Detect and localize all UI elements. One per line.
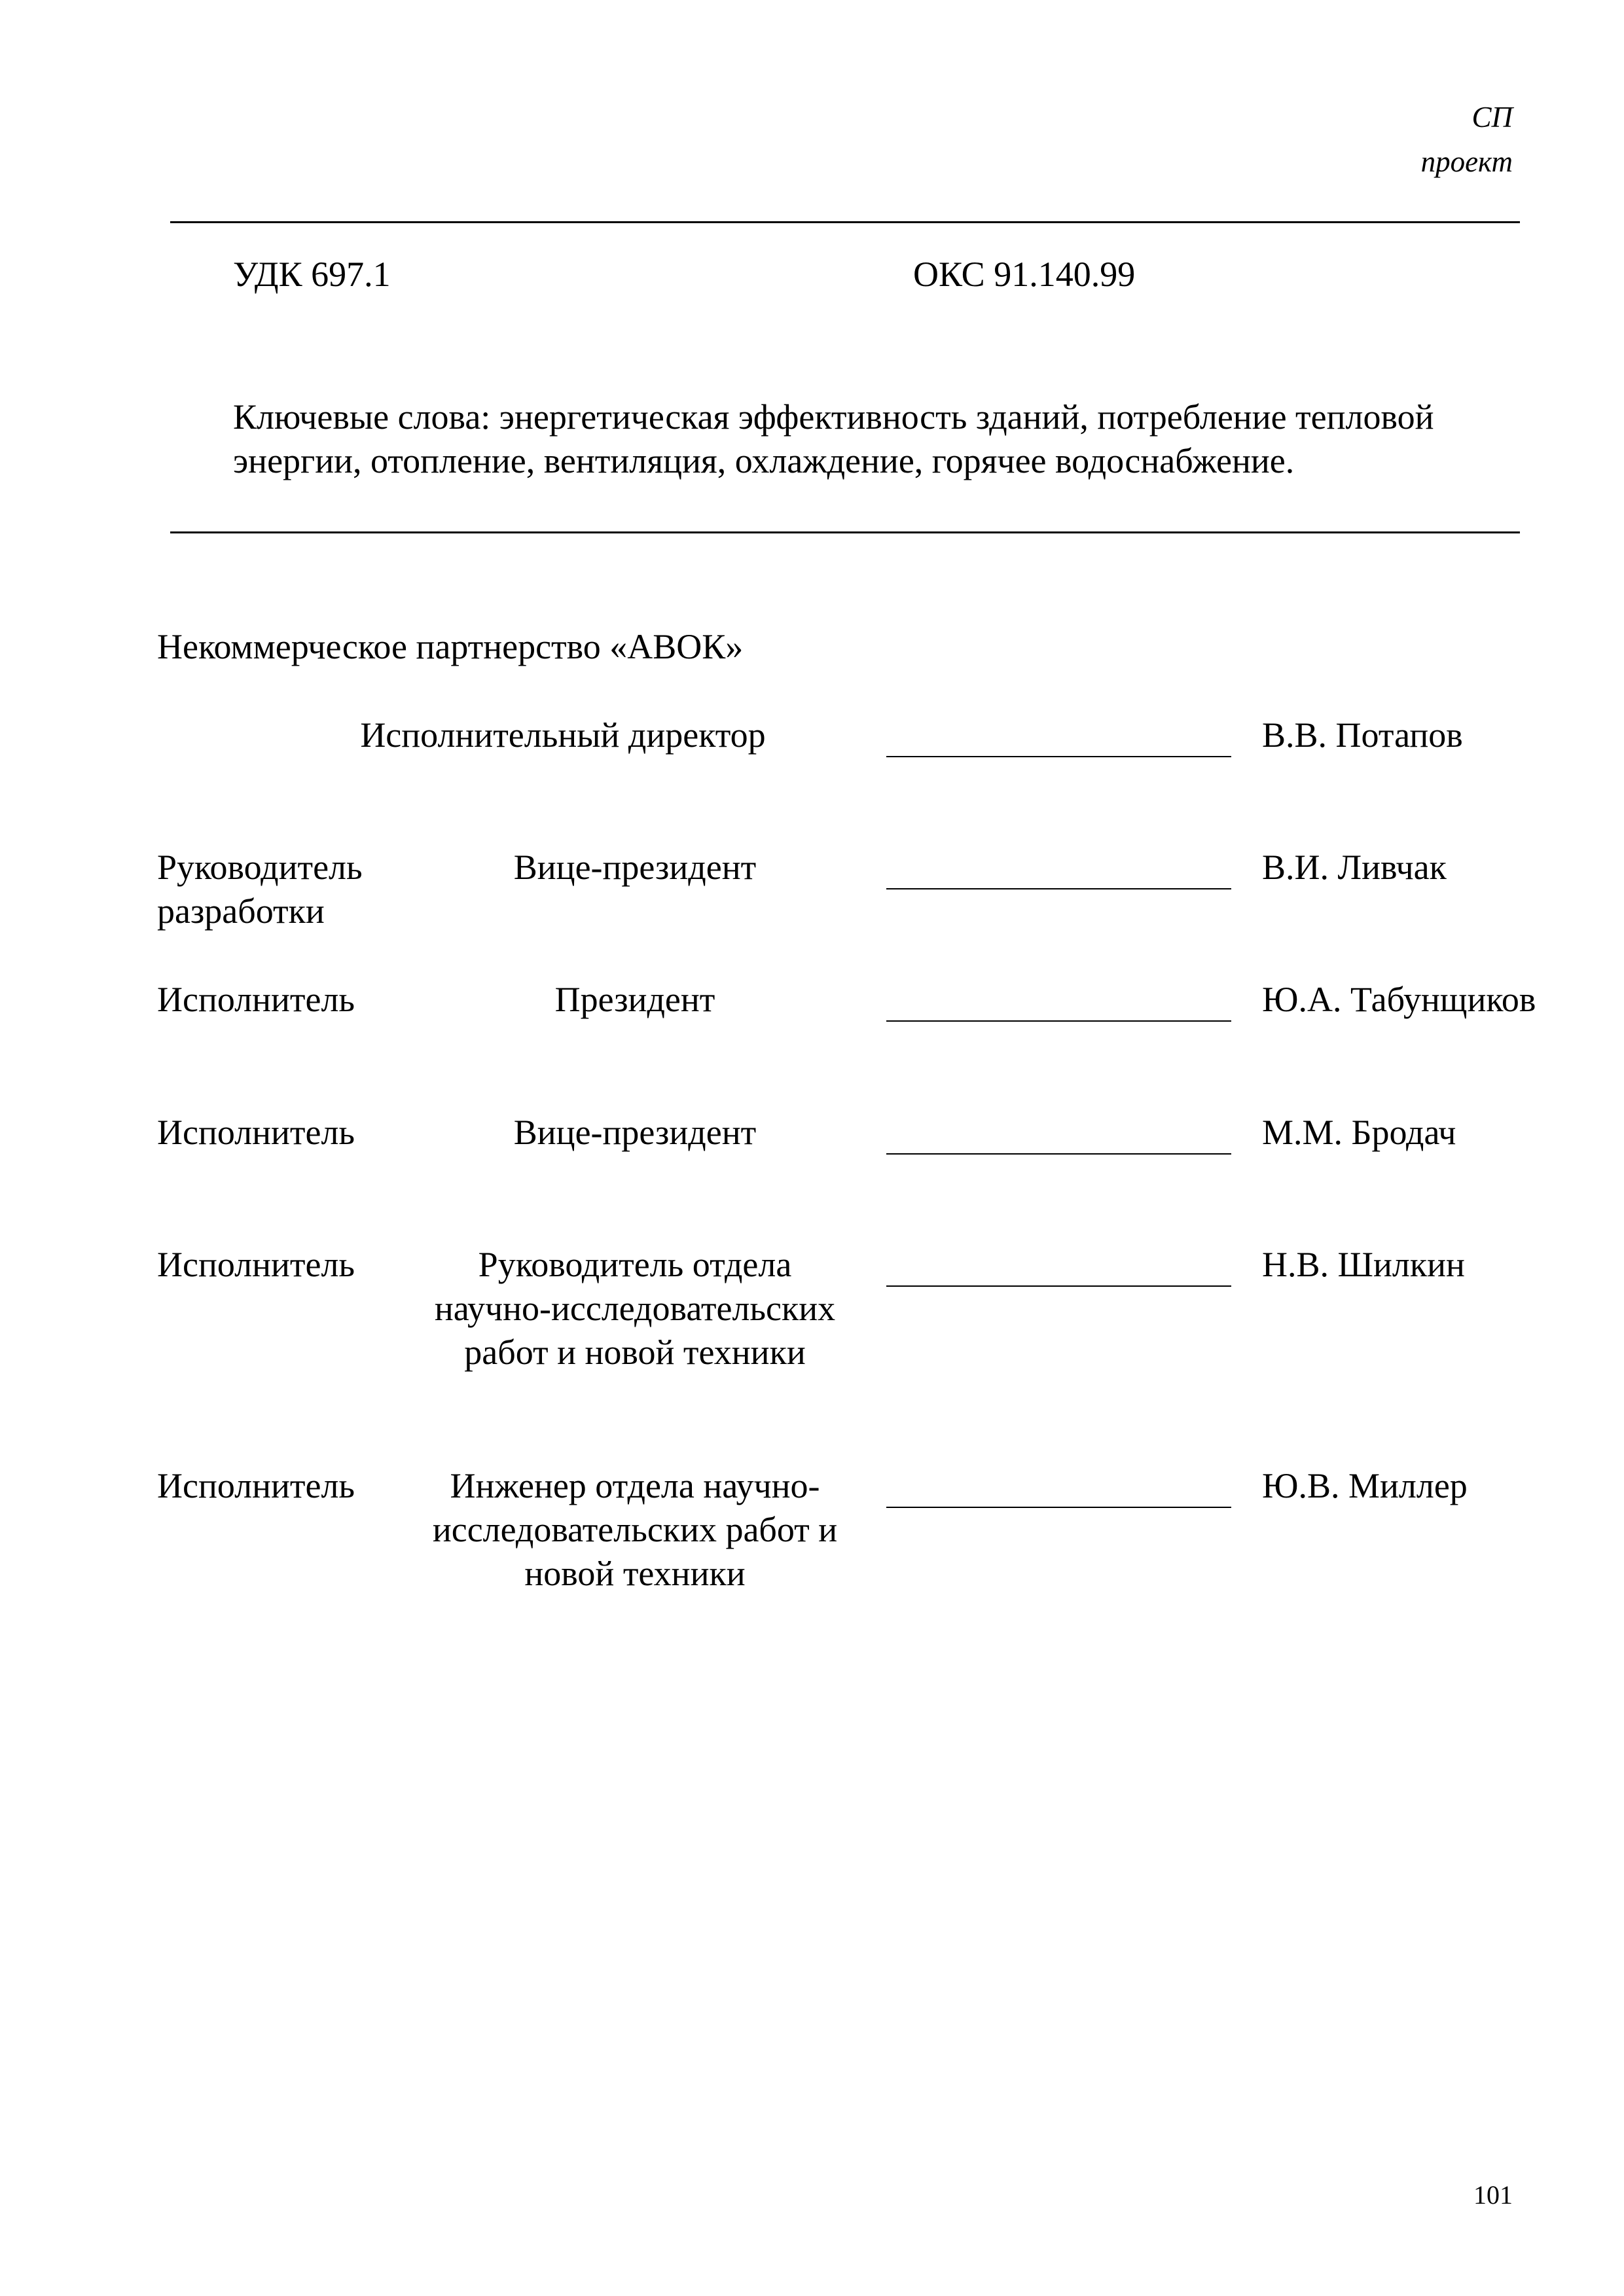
signatory-name: Н.В. Шилкин <box>1262 1245 1465 1284</box>
signature-line <box>886 888 1231 889</box>
signature-line <box>886 1285 1231 1287</box>
oks-code: ОКС 91.140.99 <box>913 255 1136 294</box>
signatory-role: Исполнитель <box>157 1245 355 1284</box>
signatory-role: Исполнитель <box>157 980 355 1019</box>
signatory-name: Ю.А. Табунщиков <box>1262 980 1536 1019</box>
top-rule <box>170 221 1520 223</box>
signatory-role: Руководитель разработки <box>157 848 363 931</box>
signatory-name: В.В. Потапов <box>1262 715 1463 755</box>
signature-line <box>886 1020 1231 1022</box>
signatory-position: Вице-президент <box>513 1113 757 1152</box>
signature-line <box>886 1507 1231 1508</box>
bottom-rule <box>170 531 1520 533</box>
udk-code: УДК 697.1 <box>233 255 391 294</box>
document-header <box>1421 95 1513 184</box>
signatory-role: Исполнитель <box>157 1113 355 1152</box>
document-code: СП <box>1471 101 1513 134</box>
signatory-position: Исполнительный директор <box>360 715 766 755</box>
signatory-name: М.М. Бродач <box>1262 1113 1456 1152</box>
signatory-position: Президент <box>554 980 715 1019</box>
signature-line <box>886 1153 1231 1155</box>
document-status: проект <box>1420 145 1513 178</box>
signatory-name: Ю.В. Миллер <box>1262 1466 1468 1505</box>
keywords-paragraph: Ключевые слова: энергетическая эффективность зданий, потребление тепловой энергии, отопление, вентиляция, охлаждение, горячее водоснабжение. <box>233 397 1434 480</box>
signature-line <box>886 756 1231 757</box>
signatory-name: В.И. Ливчак <box>1262 848 1447 887</box>
signatory-role: Исполнитель <box>157 1466 355 1505</box>
organization-name: Некоммерческое партнерство «АВОК» <box>157 627 744 666</box>
signatory-position: Вице-президент <box>513 848 757 887</box>
page-number: 101 <box>1473 2180 1513 2210</box>
signatory-position: Руководитель отдела научно-исследовательских работ и новой техники <box>434 1245 836 1372</box>
signatory-position: Инженер отдела научно-исследовательских работ и новой техники <box>432 1466 838 1593</box>
